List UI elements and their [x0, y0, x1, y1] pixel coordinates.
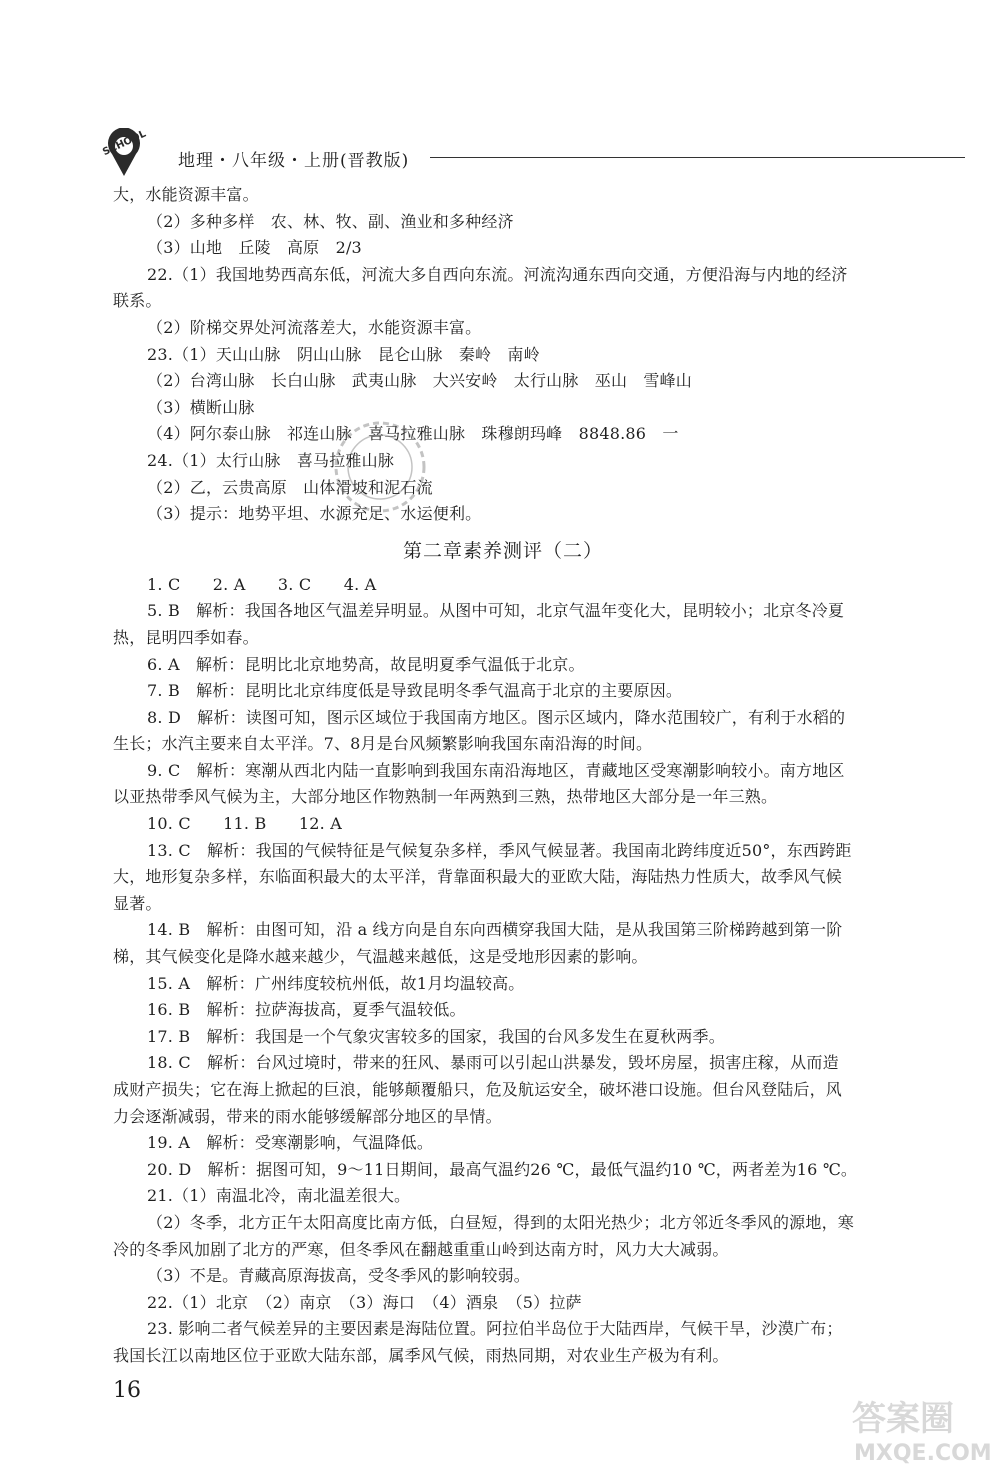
svg-text:SCHOOL: SCHOOL — [101, 128, 148, 159]
text-line: （2）多种多样 农、林、牧、副、渔业和多种经济 — [147, 211, 514, 231]
text-line: 15. A 解析：广州纬度较杭州低，故1月均温较高。 — [147, 973, 525, 993]
text-line: 23.（1）天山山脉 阴山山脉 昆仑山脉 秦岭 南岭 — [147, 344, 540, 364]
text-line: 成财产损失；它在海上掀起的巨浪，能够颠覆船只，危及航运安全，破坏港口设施。但台风登陆后，风 — [113, 1080, 843, 1099]
school-logo-icon — [100, 128, 170, 178]
text-line: 16. B 解析：拉萨海拔高，夏季气温较低。 — [147, 1000, 466, 1020]
text-line: 5. B 解析：我国各地区气温差异明显。从图中可知，北京气温年变化大，昆明较小；北京冬冷夏 — [147, 601, 845, 621]
text-line: 1. C 2. A 3. C 4. A — [147, 574, 377, 594]
text-line: 24.（1）太行山脉 喜马拉雅山脉 — [147, 450, 395, 470]
text-line: 13. C 解析：我国的气候特征是气候复杂多样，季风气候显著。我国南北跨纬度近50°，东西跨距 — [147, 840, 852, 860]
text-line: （2）冬季，北方正午太阳高度比南方低，白昼短，得到的太阳光热少；北方邻近冬季风的源地，寒 — [147, 1212, 854, 1232]
text-line: 23. 影响二者气候差异的主要因素是海陆位置。阿拉伯半岛位于大陆西岸，气候干旱，沙漠广布； — [147, 1319, 843, 1339]
text-line: （2）台湾山脉 长白山脉 武夷山脉 大兴安岭 太行山脉 巫山 雪峰山 — [147, 371, 692, 391]
text-line: 6. A 解析：昆明比北京地势高，故昆明夏季气温低于北京。 — [147, 654, 585, 674]
text-line: 22.（1）我国地势西高东低，河流大多自西向东流。河流沟通东西向交通，方便沿海与内地的经济 — [147, 264, 848, 284]
text-line: （2）阶梯交界处河流落差大，水能资源丰富。 — [147, 317, 482, 337]
text-line: （3）不是。青藏高原海拔高，受冬季风的影响较弱。 — [147, 1266, 530, 1286]
text-line: 大，地形复杂多样，东临面积最大的太平洋，背靠面积最大的亚欧大陆，海陆热力性质大，故季风气候 — [113, 867, 843, 887]
text-line: （3）山地 丘陵 高原 2/3 — [147, 238, 362, 258]
text-line: 17. B 解析：我国是一个气象灾害较多的国家，我国的台风多发生在夏秋两季。 — [147, 1026, 725, 1046]
text-line: 21.（1）南温北冷，南北温差很大。 — [147, 1186, 411, 1206]
answer-content — [113, 182, 893, 1370]
text-line: 热，昆明四季如春。 — [113, 627, 259, 647]
text-line: 14. B 解析：由图可知，沿 a 线方向是自东向西横穿我国大陆，是从我国第三阶梯跨越到第一阶 — [147, 920, 843, 940]
site-watermark-logo — [848, 1392, 993, 1467]
page-header — [100, 128, 880, 178]
section-title: 第二章素养测评（二） — [402, 539, 603, 562]
text-line: 7. B 解析：昆明比北京纬度低是导致昆明冬季气温高于北京的主要原因。 — [147, 681, 683, 701]
text-line: 我国长江以南地区位于亚欧大陆东部，属季风气候，雨热同期，对农业生产极为有利。 — [113, 1345, 729, 1365]
text-line: 19. A 解析：受寒潮影响，气温降低。 — [147, 1133, 434, 1153]
text-line: （3）横断山脉 — [147, 397, 255, 417]
svg-text:答案圈: 答案圈 — [852, 1399, 954, 1439]
text-line: 8. D 解析：读图可知，图示区域位于我国南方地区。图示区域内，降水范围较广，有利于水稻的 — [147, 707, 846, 727]
text-line: 以亚热带季风气候为主，大部分地区作物熟制一年两熟到三熟，热带地区大部分是一年三熟。 — [113, 787, 778, 807]
text-line: 20. D 解析：据图可知，9～11日期间，最高气温约26 ℃，最低气温约10 ℃，两者差为16 ℃。 — [147, 1159, 858, 1179]
text-line: 22.（1）北京 （2）南京 （3）海口 （4）酒泉 （5）拉萨 — [147, 1292, 582, 1312]
text-line: 生长；水汽主要来自太平洋。7、8月是台风频繁影响我国东南沿海的时间。 — [113, 734, 653, 754]
text-line: 10. C 11. B 12. A — [147, 814, 342, 834]
text-line: （3）提示：地势平坦、水源充足、水运便利。 — [147, 504, 482, 524]
header-rule — [430, 157, 965, 158]
svg-text:MXQE.COM: MXQE.COM — [854, 1441, 992, 1466]
text-line: 显著。 — [113, 893, 162, 913]
stamp-watermark-icon — [330, 412, 430, 522]
text-line: 力会逐渐减弱，带来的雨水能够缓解部分地区的旱情。 — [113, 1106, 502, 1126]
text-line: 梯，其气候变化是降水越来越少，气温越来越低，这是受地形因素的影响。 — [113, 947, 648, 967]
text-line: （2）乙，云贵高原 山体滑坡和泥石流 — [147, 477, 433, 497]
text-line: 大，水能资源丰富。 — [113, 185, 259, 204]
header-title: 地理・八年级・上册(晋教版) — [178, 151, 410, 171]
page-number: 16 — [113, 1378, 141, 1403]
text-line: 冷的冬季风加剧了北方的严寒，但冬季风在翻越重重山岭到达南方时，风力大大减弱。 — [113, 1239, 729, 1259]
text-line: 18. C 解析：台风过境时，带来的狂风、暴雨可以引起山洪暴发，毁坏房屋，损害庄稼，从而造 — [147, 1053, 839, 1073]
text-line: （4）阿尔泰山脉 祁连山脉 喜马拉雅山脉 珠穆朗玛峰 8848.86 一 — [147, 424, 679, 444]
text-line: 联系。 — [113, 291, 162, 311]
text-line: 9. C 解析：寒潮从西北内陆一直影响到我国东南沿海地区，青藏地区受寒潮影响较小。南方地区 — [147, 760, 845, 780]
